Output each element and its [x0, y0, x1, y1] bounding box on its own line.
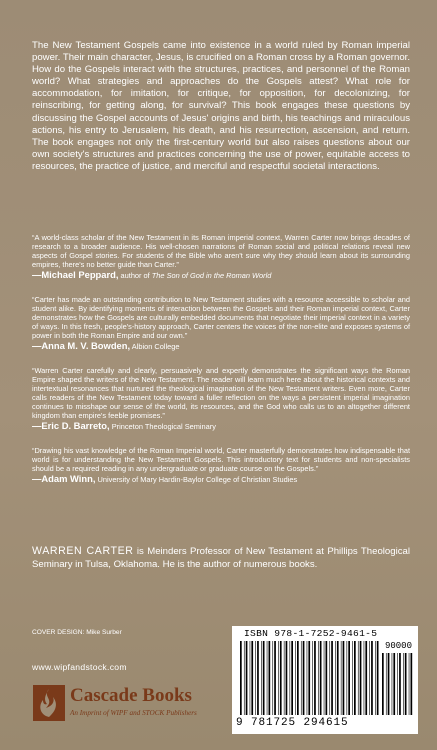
author-bio-text: is Meinders Professor of New Testament at Phillips Theological Seminary in Tulsa, Oklahoma. He is the author of numerous books. [32, 546, 410, 570]
endorser-name: —Michael Peppard, [32, 269, 119, 281]
endorsement-attribution [32, 270, 410, 282]
endorsement-attribution [32, 421, 410, 433]
endorser-name: —Anna M. V. Bowden, [32, 340, 131, 352]
price-code: 90000 [384, 641, 412, 651]
isbn-barcode [232, 626, 418, 734]
flame-icon [32, 684, 66, 722]
author-name: WARREN CARTER [32, 545, 134, 557]
endorsement [32, 233, 410, 282]
price-barcode-bars [382, 653, 414, 715]
endorser-name: —Adam Winn, [32, 473, 96, 485]
endorser-affiliation: author of [120, 271, 150, 281]
endorsement-quote: “Carter has made an outstanding contribution to New Testament studies with a resource accessible to scholar and student alike. By identifying moments of interaction between the Gospels and their Roman imperial context, Carter demonstrates how the Gospels are culturally embedded documents that negotiate their imperial context in a variety of ways. In this fresh, people's-history approach, Carter centers the voices of the non-elite and exposes systems of power in both the Roman Empire and our own.” [32, 294, 410, 341]
publisher-url[interactable]: www.wipfandstock.com [32, 662, 127, 672]
endorsement-quote: “Drawing his vast knowledge of the Roman Imperial world, Carter masterfully demonstrates how indispensable that world is for understanding the New Testament Gospels. This introductory text for students and non-specialists should be a required reading in any undergraduate or graduate course on the Gospels.” [32, 445, 410, 474]
endorsement-attribution [32, 341, 410, 353]
isbn-number: ISBN 978-1-7252-9461-5 [244, 628, 378, 639]
publisher-name: Cascade Books [70, 685, 192, 706]
endorser-affiliation: University of Mary Hardin-Baylor College of Christian Studies [97, 475, 298, 485]
publisher-tagline: An Imprint of WIPF and STOCK Publishers [70, 709, 197, 717]
endorser-work: The Son of God in the Roman World [151, 271, 272, 281]
endorser-affiliation: Albion College [131, 342, 180, 352]
endorsement [32, 446, 410, 486]
book-description: The New Testament Gospels came into existence in a world ruled by Roman imperial power. Their main character, Jesus, is crucified on a Roman cross by a Roman governor. How do the Gospels interact with the structures, practices, and personnel of the Roman world? What strategies and approaches do the Gospels attest? What role for accommodation, for imitation, for critique, for opposition, for decolonizing, for reinscribing, for getting along, for survival? This book engages these questions by discussing the Gospel accounts of Jesus' origins and birth, his teachings and miraculous actions, his entry to Jerusalem, his death, and his resurrection, ascension, and return. The book engages not only the first-century world but also raises questions about our own society's structures and practices concerning the use of power, equitable access to resources, the practice of justice, and merciful and respectful societal interactions. [32, 40, 410, 172]
author-bio [32, 545, 410, 571]
endorsement-quote: “Warren Carter carefully and clearly, persuasively and expertly demonstrates the significant ways the Roman Empire shaped the writers of the New Testament. The reader will learn much here about the historical contexts and intertextual resonances that nurtured the theological imagination of the New Testament writers. Even more, Carter calls readers of the New Testament today toward a fuller reflection on the ways a persistent imperial imagination continues to misshape our sense of the world, its resources, and the God who calls us to an altogether different kingdom than empire's feeble promises.” [32, 365, 410, 421]
endorsement [32, 295, 410, 353]
barcode-bars [240, 641, 380, 715]
cover-design-credit: COVER DESIGN: Mike Surber [32, 629, 122, 636]
endorsement-quote: “A world-class scholar of the New Testament in its Roman imperial context, Warren Carter now brings decades of research to a broader audience. His well-chosen narrations of Roman social and political relations reveal new aspects of Gospel stories. For students of the Bible who aren't sure why they should learn about its surrounding empires, there's no better guide than Carter.” [32, 233, 410, 270]
barcode-digits: 9 781725 294615 [236, 717, 349, 729]
publisher-logo [32, 684, 242, 724]
endorsements [32, 233, 410, 499]
endorser-affiliation: Princeton Theological Seminary [111, 422, 216, 432]
endorsement-attribution [32, 474, 410, 486]
endorsement [32, 366, 410, 433]
endorser-name: —Eric D. Barreto, [32, 420, 110, 432]
